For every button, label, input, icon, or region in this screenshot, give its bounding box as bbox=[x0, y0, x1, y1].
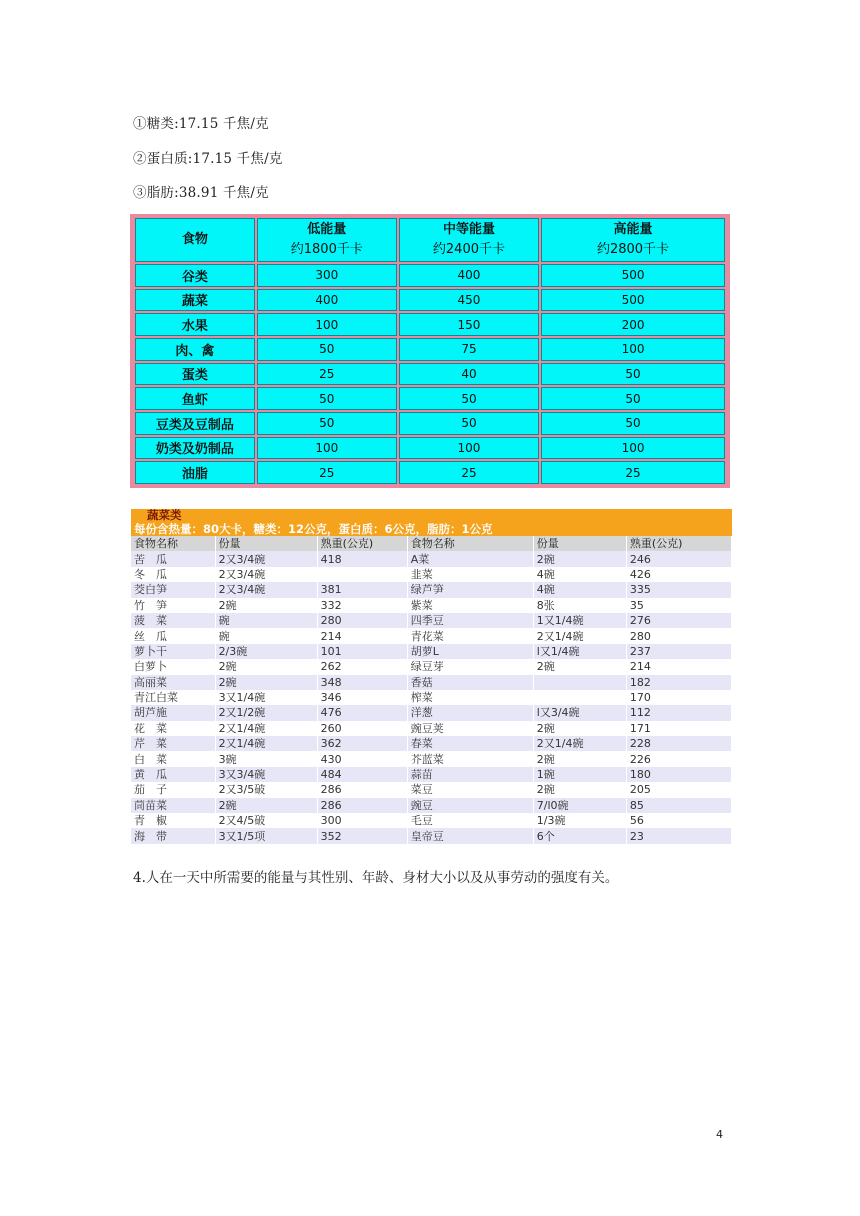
table-cell: 青 椒 bbox=[131, 813, 215, 828]
low-value-cell: 100 bbox=[257, 437, 397, 460]
table-cell: 228 bbox=[626, 736, 731, 751]
high-value-cell: 25 bbox=[541, 461, 725, 484]
header-low-title: 低能量 bbox=[307, 222, 347, 237]
table-row bbox=[131, 782, 732, 797]
table-row bbox=[131, 598, 732, 613]
table-cell: 竹 笋 bbox=[131, 598, 215, 613]
table-row bbox=[131, 721, 732, 736]
table-cell: 2又1/4碗 bbox=[215, 736, 317, 751]
table-row bbox=[131, 798, 732, 813]
table-cell: 青花菜 bbox=[407, 628, 533, 643]
table-cell: l又1/4碗 bbox=[533, 644, 626, 659]
table-cell: 2碗 bbox=[215, 598, 317, 613]
table-cell: 豌豆荚 bbox=[407, 721, 533, 736]
table-cell: 2碗 bbox=[533, 659, 626, 674]
food-name-cell: 蔬菜 bbox=[135, 289, 255, 312]
table-cell: 碗 bbox=[215, 628, 317, 643]
table-cell: 绿豆芽 bbox=[407, 659, 533, 674]
table-cell: 芥蓝菜 bbox=[407, 751, 533, 766]
table-cell: 4碗 bbox=[533, 567, 626, 582]
table-cell: 280 bbox=[626, 628, 731, 643]
table-cell: 35 bbox=[626, 598, 731, 613]
table-row bbox=[131, 613, 732, 628]
table-row bbox=[131, 705, 732, 720]
table-cell: 菜豆 bbox=[407, 782, 533, 797]
col-header: 熟重(公克) bbox=[317, 536, 407, 551]
header-mid bbox=[399, 218, 539, 262]
table-cell: 226 bbox=[626, 751, 731, 766]
table-cell: 112 bbox=[626, 705, 731, 720]
energy-line-protein: ②蛋白质:17.15 千焦/克 bbox=[133, 151, 283, 167]
table-cell: 2碗 bbox=[215, 798, 317, 813]
table-cell: 碗 bbox=[215, 613, 317, 628]
energy-table-row bbox=[135, 313, 725, 336]
header-mid-title: 中等能量 bbox=[442, 222, 495, 237]
table-cell: 2又3/4碗 bbox=[215, 551, 317, 566]
col-header: 食物名称 bbox=[131, 536, 215, 551]
low-value-cell: 25 bbox=[257, 461, 397, 484]
high-value-cell: 50 bbox=[541, 363, 725, 386]
vegetable-table-title: 蔬菜类 bbox=[131, 509, 732, 522]
table-cell: 黄 瓜 bbox=[131, 767, 215, 782]
table-cell: 茭白笋 bbox=[131, 582, 215, 597]
table-cell: 182 bbox=[626, 675, 731, 690]
header-low-sub: 约1800千卡 bbox=[290, 242, 363, 257]
table-cell: 苦 瓜 bbox=[131, 551, 215, 566]
food-name-cell: 谷类 bbox=[135, 264, 255, 287]
food-name-cell: 奶类及奶制品 bbox=[135, 437, 255, 460]
table-cell: 2碗 bbox=[533, 782, 626, 797]
table-row bbox=[131, 736, 732, 751]
low-value-cell: 400 bbox=[257, 289, 397, 312]
low-value-cell: 100 bbox=[257, 313, 397, 336]
table-cell: 286 bbox=[317, 782, 407, 797]
table-cell: 萝卜干 bbox=[131, 644, 215, 659]
high-value-cell: 200 bbox=[541, 313, 725, 336]
food-name-cell: 豆类及豆制品 bbox=[135, 412, 255, 435]
table-cell: 214 bbox=[317, 628, 407, 643]
table-cell: 418 bbox=[317, 551, 407, 566]
energy-table-row bbox=[135, 363, 725, 386]
table-row bbox=[131, 582, 732, 597]
table-cell: 青江白菜 bbox=[131, 690, 215, 705]
table-cell: 430 bbox=[317, 751, 407, 766]
table-cell: 3碗 bbox=[215, 751, 317, 766]
table-cell: 346 bbox=[317, 690, 407, 705]
table-cell: 白萝卜 bbox=[131, 659, 215, 674]
table-cell: 276 bbox=[626, 613, 731, 628]
table-cell: 3又1/5项 bbox=[215, 828, 317, 843]
table-cell: l又3/4碗 bbox=[533, 705, 626, 720]
energy-level-table bbox=[130, 214, 730, 488]
table-row bbox=[131, 813, 732, 828]
high-value-cell: 50 bbox=[541, 412, 725, 435]
mid-value-cell: 100 bbox=[399, 437, 539, 460]
food-name-cell: 鱼虾 bbox=[135, 387, 255, 410]
energy-table-row bbox=[135, 412, 725, 435]
table-cell: 2又4/5破 bbox=[215, 813, 317, 828]
energy-table-row bbox=[135, 289, 725, 312]
table-cell: 榨菜 bbox=[407, 690, 533, 705]
table-cell: 韭菜 bbox=[407, 567, 533, 582]
table-row bbox=[131, 628, 732, 643]
food-name-cell: 水果 bbox=[135, 313, 255, 336]
energy-line-sugar: ①糖类:17.15 千焦/克 bbox=[133, 116, 269, 132]
table-cell: 2碗 bbox=[533, 751, 626, 766]
table-cell: 紫菜 bbox=[407, 598, 533, 613]
table-cell: 348 bbox=[317, 675, 407, 690]
table-cell: 237 bbox=[626, 644, 731, 659]
table-cell: 2又1/4碗 bbox=[533, 628, 626, 643]
table-cell: 绿芦笋 bbox=[407, 582, 533, 597]
energy-line-fat: ③脂肪:38.91 千焦/克 bbox=[133, 185, 269, 201]
table-cell: 381 bbox=[317, 582, 407, 597]
table-cell: 4碗 bbox=[533, 582, 626, 597]
table-cell bbox=[533, 690, 626, 705]
energy-table-row bbox=[135, 437, 725, 460]
table-row bbox=[131, 659, 732, 674]
table-cell: 300 bbox=[317, 813, 407, 828]
vegetable-table bbox=[131, 509, 732, 848]
table-cell: 皇帝豆 bbox=[407, 828, 533, 843]
table-cell: 2又3/4碗 bbox=[215, 582, 317, 597]
table-row bbox=[131, 675, 732, 690]
table-cell: 洋葱 bbox=[407, 705, 533, 720]
high-value-cell: 500 bbox=[541, 264, 725, 287]
mid-value-cell: 50 bbox=[399, 412, 539, 435]
mid-value-cell: 50 bbox=[399, 387, 539, 410]
table-cell: A菜 bbox=[407, 551, 533, 566]
header-low bbox=[257, 218, 397, 262]
table-cell: 3又1/4碗 bbox=[215, 690, 317, 705]
table-cell: 春菜 bbox=[407, 736, 533, 751]
table-cell: 2碗 bbox=[533, 721, 626, 736]
energy-table-row bbox=[135, 264, 725, 287]
table-cell: 芹 菜 bbox=[131, 736, 215, 751]
table-cell: 335 bbox=[626, 582, 731, 597]
table-cell: 蒜苗 bbox=[407, 767, 533, 782]
table-cell: 286 bbox=[317, 798, 407, 813]
header-high-sub: 约2800千卡 bbox=[596, 242, 670, 257]
table-cell: 2碗 bbox=[215, 675, 317, 690]
table-cell: 180 bbox=[626, 767, 731, 782]
table-cell: 171 bbox=[626, 721, 731, 736]
food-name-cell: 肉、禽 bbox=[135, 338, 255, 361]
food-name-cell: 蛋类 bbox=[135, 363, 255, 386]
table-cell: 2又3/5破 bbox=[215, 782, 317, 797]
table-cell: 56 bbox=[626, 813, 731, 828]
energy-table-row bbox=[135, 338, 725, 361]
table-cell: 6个 bbox=[533, 828, 626, 843]
col-header: 食物名称 bbox=[407, 536, 533, 551]
energy-table-row bbox=[135, 387, 725, 410]
table-cell: 352 bbox=[317, 828, 407, 843]
table-cell: 豌豆 bbox=[407, 798, 533, 813]
table-cell: 胡芦施 bbox=[131, 705, 215, 720]
table-cell: 3又3/4碗 bbox=[215, 767, 317, 782]
table-row bbox=[131, 828, 732, 843]
table-cell: 丝 瓜 bbox=[131, 628, 215, 643]
table-cell: 101 bbox=[317, 644, 407, 659]
table-cell: 7/l0碗 bbox=[533, 798, 626, 813]
low-value-cell: 50 bbox=[257, 338, 397, 361]
high-value-cell: 50 bbox=[541, 387, 725, 410]
table-cell: 2又1/4碗 bbox=[215, 721, 317, 736]
table-cell: 170 bbox=[626, 690, 731, 705]
table-cell: 香菇 bbox=[407, 675, 533, 690]
table-cell: 260 bbox=[317, 721, 407, 736]
table-cell: 2碗 bbox=[533, 551, 626, 566]
table-cell: 茼苗菜 bbox=[131, 798, 215, 813]
table-row bbox=[131, 767, 732, 782]
table-cell: 高丽菜 bbox=[131, 675, 215, 690]
vegetable-table-subtitle: 每份含热量：80大卡，糖类：12公克，蛋白质：6公克，脂肪：1公克 bbox=[131, 522, 732, 536]
table-cell: 四季豆 bbox=[407, 613, 533, 628]
mid-value-cell: 450 bbox=[399, 289, 539, 312]
table-row bbox=[131, 690, 732, 705]
table-row bbox=[131, 644, 732, 659]
table-cell: 362 bbox=[317, 736, 407, 751]
table-cell: 花 菜 bbox=[131, 721, 215, 736]
table-cell: 484 bbox=[317, 767, 407, 782]
table-cell: 476 bbox=[317, 705, 407, 720]
table-cell: 85 bbox=[626, 798, 731, 813]
paragraph-4: 4.人在一天中所需要的能量与其性别、年龄、身材大小以及从事劳动的强度有关。 bbox=[133, 870, 619, 886]
low-value-cell: 50 bbox=[257, 387, 397, 410]
low-value-cell: 50 bbox=[257, 412, 397, 435]
table-cell: 毛豆 bbox=[407, 813, 533, 828]
col-header: 份量 bbox=[533, 536, 626, 551]
table-cell: 2碗 bbox=[215, 659, 317, 674]
table-cell: 胡萝L bbox=[407, 644, 533, 659]
low-value-cell: 300 bbox=[257, 264, 397, 287]
mid-value-cell: 400 bbox=[399, 264, 539, 287]
header-high bbox=[541, 218, 725, 262]
table-cell: 2/3碗 bbox=[215, 644, 317, 659]
mid-value-cell: 40 bbox=[399, 363, 539, 386]
high-value-cell: 500 bbox=[541, 289, 725, 312]
table-cell bbox=[533, 675, 626, 690]
table-cell: 214 bbox=[626, 659, 731, 674]
vegetable-table-header-row bbox=[131, 536, 732, 551]
page-number: 4 bbox=[716, 1128, 723, 1141]
table-cell: 菠 菜 bbox=[131, 613, 215, 628]
header-food: 食物 bbox=[135, 218, 255, 262]
table-row bbox=[131, 551, 732, 566]
table-cell: 2又3/4碗 bbox=[215, 567, 317, 582]
table-cell bbox=[317, 567, 407, 582]
header-mid-sub: 约2400千卡 bbox=[432, 242, 505, 257]
table-cell: 332 bbox=[317, 598, 407, 613]
high-value-cell: 100 bbox=[541, 437, 725, 460]
col-header: 份量 bbox=[215, 536, 317, 551]
energy-table-row bbox=[135, 461, 725, 484]
col-header: 熟重(公克) bbox=[626, 536, 731, 551]
table-row bbox=[131, 751, 732, 766]
table-cell: 23 bbox=[626, 828, 731, 843]
table-cell: 1碗 bbox=[533, 767, 626, 782]
header-high-title: 高能量 bbox=[613, 222, 653, 237]
table-cell: 1又1/4碗 bbox=[533, 613, 626, 628]
mid-value-cell: 25 bbox=[399, 461, 539, 484]
table-cell: 2又1/2碗 bbox=[215, 705, 317, 720]
food-name-cell: 油脂 bbox=[135, 461, 255, 484]
table-cell: 262 bbox=[317, 659, 407, 674]
mid-value-cell: 150 bbox=[399, 313, 539, 336]
table-cell: 1/3碗 bbox=[533, 813, 626, 828]
table-cell: 426 bbox=[626, 567, 731, 582]
table-cell: 白 菜 bbox=[131, 751, 215, 766]
table-cell: 8张 bbox=[533, 598, 626, 613]
table-cell: 280 bbox=[317, 613, 407, 628]
table-row bbox=[131, 567, 732, 582]
table-cell: 246 bbox=[626, 551, 731, 566]
table-cell: 茄 子 bbox=[131, 782, 215, 797]
table-cell: 205 bbox=[626, 782, 731, 797]
low-value-cell: 25 bbox=[257, 363, 397, 386]
table-cell: 冬 瓜 bbox=[131, 567, 215, 582]
high-value-cell: 100 bbox=[541, 338, 725, 361]
table-cell: 2又1/4碗 bbox=[533, 736, 626, 751]
table-cell: 海 带 bbox=[131, 828, 215, 843]
mid-value-cell: 75 bbox=[399, 338, 539, 361]
